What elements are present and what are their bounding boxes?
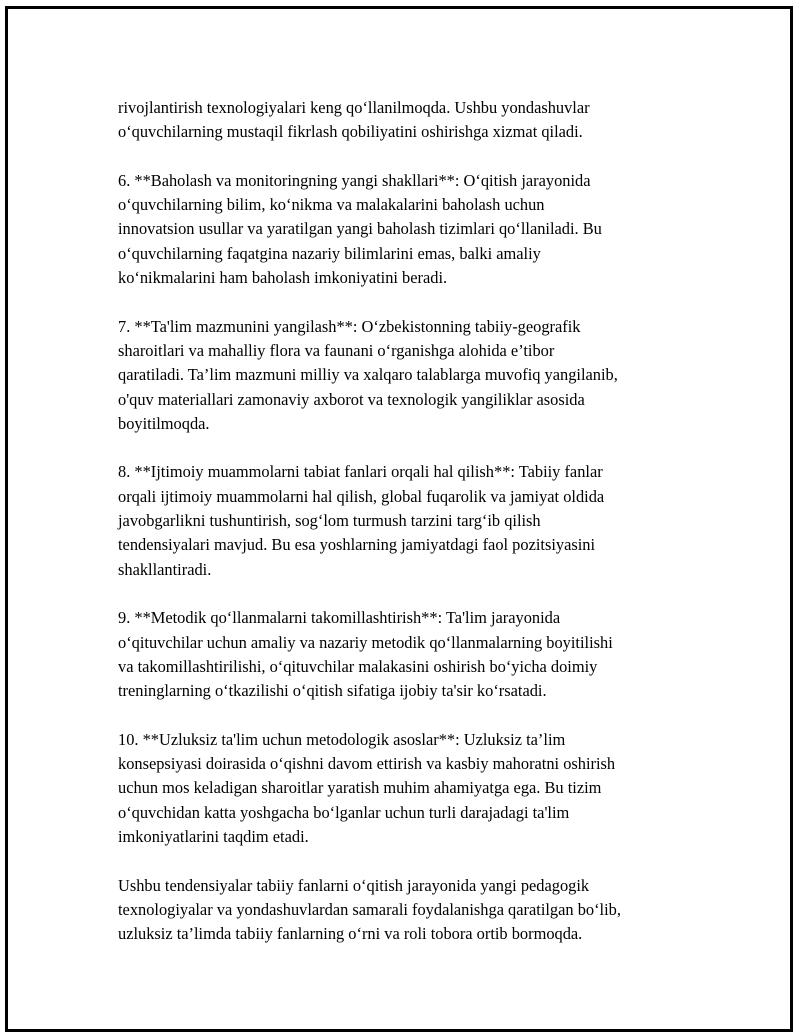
text-line: orqali ijtimoiy muammolarni hal qilish, global fuqarolik va jamiyat oldida xyxy=(118,486,605,506)
text-line: shakllantiradi. xyxy=(118,559,212,579)
paragraph-item-9 xyxy=(118,606,708,703)
text-line: 6. **Baholash va monitoringning yangi shakllari**: Oʻqitish jarayonida xyxy=(118,170,591,190)
text-line: javobgarlikni tushuntirish, sogʻlom turmush tarzini targʻib qilish xyxy=(118,511,541,531)
text-line: tendensiyalari mavjud. Bu esa yoshlarning jamiyatdagi faol pozitsiyasini xyxy=(118,535,596,555)
text-line: innovatsion usullar va yaratilgan yangi baholash tizimlari qoʻllaniladi. Bu xyxy=(118,219,602,239)
text-line: oʻquvchidan katta yoshgacha boʻlganlar uchun turli darajadagi ta'lim xyxy=(118,802,570,822)
text-line: koʻnikmalarini ham baholash imkoniyatini beradi. xyxy=(118,268,448,288)
text-line: va takomillashtirilishi, oʻqituvchilar malakasini oshirish boʻyicha doimiy xyxy=(118,656,598,676)
text-line: boyitilmoqda. xyxy=(118,413,210,433)
text-line: uchun mos keladigan sharoitlar yaratish muhim ahamiyatga ega. Bu tizim xyxy=(118,778,602,798)
text-line: oʻqituvchilar uchun amaliy va nazariy metodik qoʻllanmalarning boyitilishi xyxy=(118,632,613,652)
paragraph-intro-continuation xyxy=(118,96,708,145)
text-line: 7. **Ta'lim mazmunini yangilash**: Oʻzbekistonning tabiiy-geografik xyxy=(118,316,581,336)
paragraph-item-7 xyxy=(118,315,708,436)
paragraph-item-8 xyxy=(118,460,708,581)
text-line: sharoitlari va mahalliy flora va faunani oʻrganishga alohida e’tibor xyxy=(118,340,555,360)
text-line: konsepsiyasi doirasida oʻqishni davom ettirish va kasbiy mahoratni oshirish xyxy=(118,754,616,774)
text-line: uzluksiz ta’limda tabiiy fanlarning oʻrni va roli tobora ortib bormoqda. xyxy=(118,924,583,944)
paragraph-item-6 xyxy=(118,169,708,290)
paragraph-item-10 xyxy=(118,728,708,849)
text-line: oʻquvchilarning faqatgina nazariy bilimlarini emas, balki amaliy xyxy=(118,243,541,263)
text-line: 8. **Ijtimoiy muammolarni tabiat fanlari orqali hal qilish**: Tabiiy fanlar xyxy=(118,462,603,482)
text-line: texnologiyalar va yondashuvlardan samarali foydalanishga qaratilgan boʻlib, xyxy=(118,899,621,919)
text-line: 9. **Metodik qoʻllanmalarni takomillashtirish**: Ta'lim jarayonida xyxy=(118,608,561,628)
text-line: Ushbu tendensiyalar tabiiy fanlarni oʻqitish jarayonida yangi pedagogik xyxy=(118,875,590,895)
text-line: oʻquvchilarning bilim, koʻnikma va malakalarini baholash uchun xyxy=(118,195,545,215)
text-line: rivojlantirish texnologiyalari keng qoʻllanilmoqda. Ushbu yondashuvlar xyxy=(118,98,590,117)
text-line: treninglarning oʻtkazilishi oʻqitish sifatiga ijobiy ta'sir koʻrsatadi. xyxy=(118,681,547,701)
text-line: o'quv materiallari zamonaviy axborot va texnologik yangiliklar asosida xyxy=(118,389,585,409)
text-line: oʻquvchilarning mustaqil fikrlash qobiliyatini oshirishga xizmat qiladi. xyxy=(118,122,583,142)
page-frame xyxy=(5,6,793,1032)
text-line: qaratiladi. Ta’lim mazmuni milliy va xalqaro talablarga muvofiq yangilanib, xyxy=(118,365,618,385)
document-body xyxy=(118,96,708,946)
paragraph-conclusion xyxy=(118,874,708,947)
text-line: imkoniyatlarini taqdim etadi. xyxy=(118,826,309,846)
text-line: 10. **Uzluksiz ta'lim uchun metodologik asoslar**: Uzluksiz ta’lim xyxy=(118,729,566,749)
